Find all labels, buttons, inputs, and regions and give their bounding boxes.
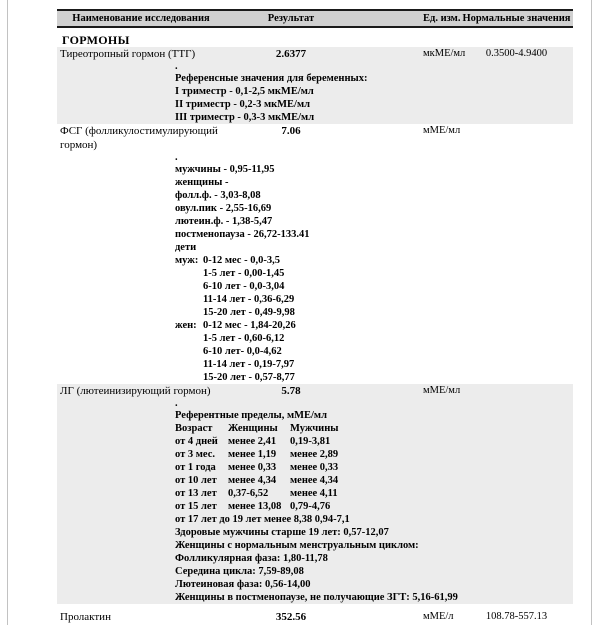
reference-note-line: [175, 474, 573, 487]
test-main-line: [57, 47, 573, 61]
reference-note-line: фолл.ф. - 3,03-8,08: [175, 190, 261, 201]
reference-table-cell: Возраст: [175, 423, 213, 434]
reference-note-line: .: [175, 61, 178, 72]
test-name: Пролактин: [60, 611, 111, 623]
reference-table-cell: менее 4,34: [228, 475, 277, 486]
reference-note-line: .: [175, 398, 178, 409]
page-right-edge-line: [591, 0, 592, 625]
reference-note-line: [175, 448, 573, 461]
reference-note-line: жен: 0-12 мес - 1,84-20,26: [175, 320, 296, 331]
reference-note-line: Здоровые мужчины старше 19 лет: 0,57-12,07: [175, 527, 389, 538]
reference-note-line: Фолликулярная фаза: 1,80-11,78: [175, 553, 328, 564]
reference-note-line: I триместр - 0,1-2,5 мкМЕ/мл: [175, 86, 314, 97]
reference-table-cell: менее 4,11: [290, 488, 338, 499]
reference-note-line: 11-14 лет - 0,19-7,97: [203, 359, 295, 370]
test-normal-range: [460, 384, 573, 398]
test-normal-range: 108.78-557.13: [485, 611, 548, 622]
reference-note-line: Референтные пределы, мМЕ/мл: [175, 410, 327, 421]
reference-note-line: Женщины с нормальным менструальным циклом:: [175, 540, 419, 551]
test-result-block: [57, 124, 573, 384]
reference-note-line: Референсные значения для беременных:: [175, 73, 368, 84]
reference-note-line: Середина цикла: 7,59-89,08: [175, 566, 304, 577]
test-result-value: 352.56: [275, 611, 307, 623]
test-reference-notes: [175, 152, 573, 384]
test-units: мМЕ/л: [423, 611, 454, 622]
test-units: мкМЕ/мл: [423, 48, 466, 59]
reference-table-cell: менее 13,08: [228, 501, 282, 512]
reference-note-line: 6-10 лет - 0,0-3,04: [203, 281, 285, 292]
lab-report-document: [57, 9, 573, 624]
reference-table-cell: от 3 мес.: [175, 449, 215, 460]
test-name: ФСГ (фолликулостимулирующий гормон): [60, 125, 218, 151]
reference-table-cell: менее 1,19: [228, 449, 277, 460]
reference-note-line: 1-5 лет - 0,60-6,12: [203, 333, 285, 344]
reference-table-cell: менее 4,34: [290, 475, 339, 486]
reference-note-line: Лютеиновая фаза: 0,56-14,00: [175, 579, 311, 590]
test-units: мМЕ/мл: [423, 125, 461, 136]
reference-note-line: мужчины - 0,95-11,95: [175, 164, 275, 175]
test-normal-range: [460, 124, 573, 152]
reference-note-line: [175, 461, 573, 474]
column-header-normal-values: Нормальные значения: [462, 13, 571, 24]
test-result-value: 7.06: [281, 125, 301, 137]
page-left-edge-line: [7, 0, 8, 625]
reference-table-cell: от 4 дней: [175, 436, 218, 447]
test-reference-notes: [175, 398, 573, 604]
reference-note-line: лютеин.ф. - 1,38-5,47: [175, 216, 273, 227]
reference-table-cell: 0,37-6,52: [228, 488, 269, 499]
reference-note-line: .: [175, 152, 178, 163]
reference-note-line: от 17 лет до 19 лет менее 8,38 0,94-7,1: [175, 514, 350, 525]
test-result-block: [57, 384, 573, 604]
test-main-line: [57, 384, 573, 398]
column-header-test-name: Наименование исследования: [72, 13, 210, 24]
reference-note-line: Женщины в постменопаузе, не получающие ЗГТ: 5,16-61,99: [175, 592, 458, 603]
reference-note-line: II триместр - 0,2-3 мкМЕ/мл: [175, 99, 311, 110]
column-header-result: Результат: [267, 13, 315, 24]
test-main-line: [57, 610, 573, 624]
reference-table-cell: менее 0,33: [228, 462, 277, 473]
sex-group-label: муж:: [175, 255, 199, 266]
reference-note-line: [175, 435, 573, 448]
reference-note-line: дети: [175, 242, 197, 253]
reference-table-cell: менее 2,41: [228, 436, 277, 447]
test-result-value: 5.78: [281, 385, 301, 397]
reference-note-line: муж: 0-12 мес - 0,0-3,5: [175, 255, 280, 266]
reference-note-line: женщины -: [175, 177, 229, 188]
section-title-hormones: ГОРМОНЫ: [62, 33, 130, 47]
results-table-header: [57, 9, 573, 28]
test-result-value: 2.6377: [275, 48, 307, 60]
reference-table-cell: от 10 лет: [175, 475, 217, 486]
reference-table-cell: Мужчины: [290, 423, 339, 434]
reference-table-cell: Женщины: [228, 423, 278, 434]
test-result-block: [57, 47, 573, 124]
tests-container: [57, 47, 573, 624]
reference-table-cell: 0,19-3,81: [290, 436, 331, 447]
reference-note-line: [175, 422, 573, 435]
test-result-block: [57, 604, 573, 624]
reference-note-line: 11-14 лет - 0,36-6,29: [203, 294, 295, 305]
reference-note-line: постменопауза - 26,72-133.41: [175, 229, 310, 240]
sex-group-label: жен:: [175, 320, 197, 331]
reference-table-cell: 0,79-4,76: [290, 501, 331, 512]
reference-table-cell: от 13 лет: [175, 488, 217, 499]
test-main-line: [57, 124, 573, 152]
column-header-units: Ед. изм.: [423, 13, 461, 24]
test-name: ЛГ (лютеинизирующий гормон): [60, 385, 211, 397]
reference-table-cell: менее 0,33: [290, 462, 339, 473]
test-units: мМЕ/мл: [423, 385, 461, 396]
reference-note-line: 15-20 лет - 0,49-9,98: [203, 307, 295, 318]
reference-note-line: III триместр - 0,3-3 мкМЕ/мл: [175, 112, 315, 123]
reference-note-line: [175, 487, 573, 500]
test-normal-range: 0.3500-4.9400: [485, 48, 548, 59]
test-name: Тиреотропный гормон (ТТГ): [60, 48, 196, 60]
reference-note-line: 6-10 лет- 0,0-4,62: [203, 346, 282, 357]
reference-table-cell: от 1 года: [175, 462, 216, 473]
reference-table-cell: менее 2,89: [290, 449, 339, 460]
reference-table-cell: от 15 лет: [175, 501, 217, 512]
reference-note-line: 1-5 лет - 0,00-1,45: [203, 268, 285, 279]
reference-note-line: [175, 500, 573, 513]
test-reference-notes: [175, 61, 573, 124]
reference-note-line: овул.пик - 2,55-16,69: [175, 203, 272, 214]
reference-note-line: 15-20 лет - 0,57-8,77: [203, 372, 295, 383]
